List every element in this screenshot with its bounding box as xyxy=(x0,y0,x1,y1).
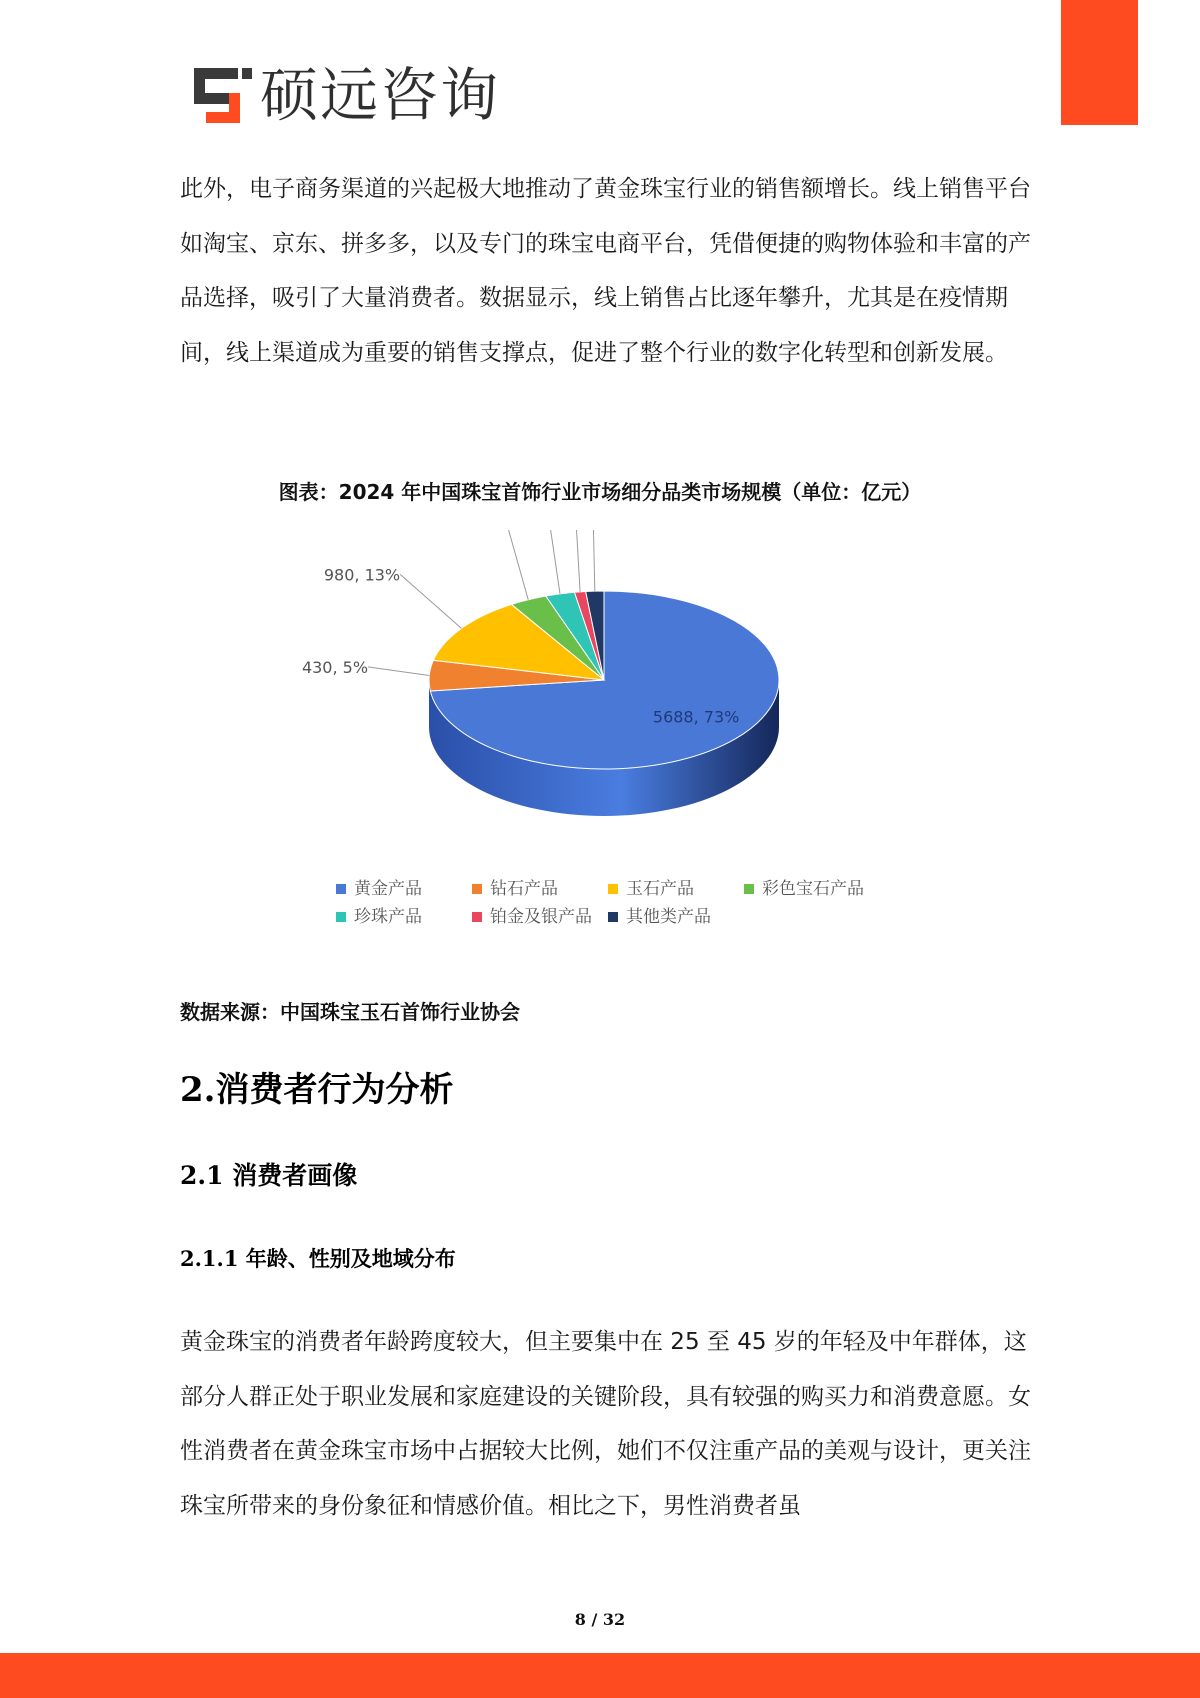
label-leader-line xyxy=(502,530,529,600)
brand-name: 硕远咨询 xyxy=(260,61,501,129)
data-source: 数据来源：中国珠宝玉石首饰行业协会 xyxy=(180,1000,520,1024)
legend-swatch xyxy=(336,884,346,894)
chart-title: 图表：2024 年中国珠宝首饰行业市场细分品类市场规模（单位：亿元） xyxy=(278,480,922,504)
subsubsection-heading: 2.1.1 年龄、性别及地域分布 xyxy=(180,1246,456,1271)
intro-paragraph: 此外，电子商务渠道的兴起极大地推动了黄金珠宝行业的销售额增长。线上销售平台如淘宝、京东、拼多多，以及专门的珠宝电商平台，凭借便捷的购物体验和丰富的产品选择，吸引了大量消费者。数据显示，线上销售占比逐年攀升，尤其是在疫情期间，线上渠道成为重要的销售支撑点，促进了整个行业的数字化转型和创新发展。 xyxy=(180,176,1031,366)
brand-mark-icon xyxy=(192,64,254,126)
label-leader-line xyxy=(572,530,580,592)
data-label: 430, 5% xyxy=(301,657,369,677)
section-heading: 2.消费者行为分析 xyxy=(180,1070,454,1110)
legend-label: 彩色宝石产品 xyxy=(762,879,864,899)
legend-swatch xyxy=(336,912,346,922)
label-leader-line xyxy=(541,530,560,594)
legend-label: 黄金产品 xyxy=(354,879,422,899)
brand-logo xyxy=(192,61,501,129)
legend-swatch xyxy=(472,884,482,894)
legend-swatch xyxy=(472,912,482,922)
page-number: 8 / 32 xyxy=(574,1610,626,1629)
corner-accent-tab xyxy=(1061,0,1138,125)
footer-accent-bar xyxy=(0,1653,1200,1698)
consumer-paragraph: 黄金珠宝的消费者年龄跨度较大，但主要集中在 25 至 45 岁的年轻及中年群体，这部分人群正处于职业发展和家庭建设的关键阶段，具有较强的购买力和消费意愿。女性消费者在黄金珠宝市场中占据较大比例，她们不仅注重产品的美观与设计，更关注珠宝所带来的身份象征和情感价值。相比之下，男性消费者虽 xyxy=(180,1329,1031,1519)
data-label: 5688, 73% xyxy=(652,707,740,727)
legend-label: 钻石产品 xyxy=(490,879,558,899)
legend-swatch xyxy=(608,912,618,922)
label-leader-line xyxy=(400,574,461,628)
legend-label: 珍珠产品 xyxy=(354,907,422,927)
pie-chart xyxy=(0,530,1200,960)
legend-label: 铂金及银产品 xyxy=(490,907,592,927)
label-leader-line xyxy=(591,530,595,591)
legend-label: 其他类产品 xyxy=(626,907,711,927)
legend-swatch xyxy=(608,884,618,894)
legend-swatch xyxy=(744,884,754,894)
label-leader-line xyxy=(368,667,429,676)
data-label: 980, 13% xyxy=(323,565,401,585)
subsection-heading: 2.1 消费者画像 xyxy=(180,1161,358,1190)
legend-label: 玉石产品 xyxy=(626,879,694,899)
